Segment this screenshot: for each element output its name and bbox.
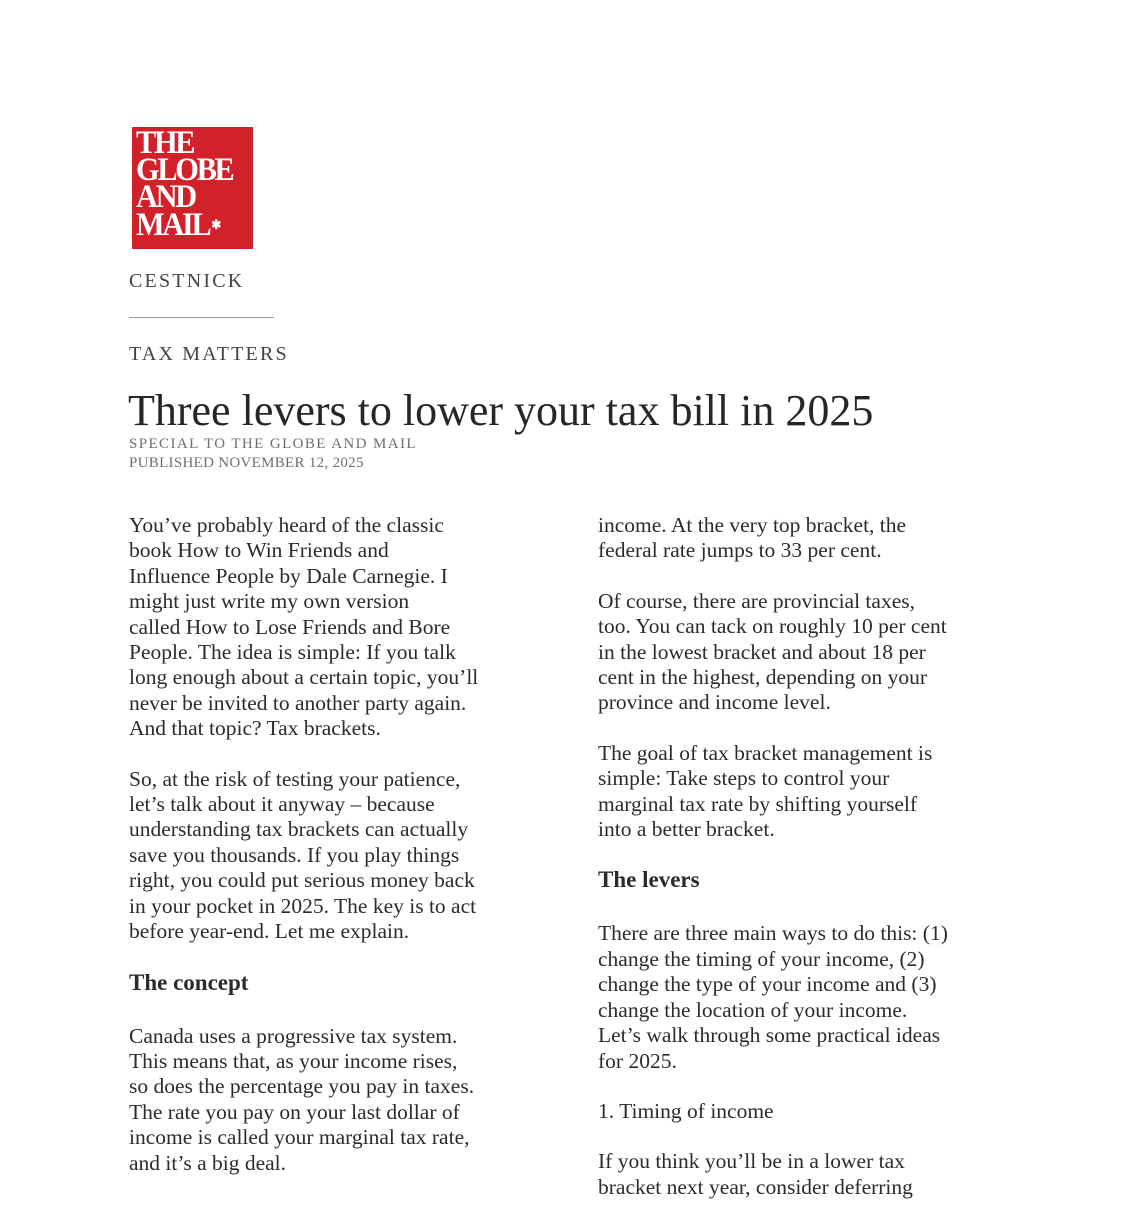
subheading-the-concept: The concept bbox=[129, 969, 249, 995]
text-line: save you thousands. If you play things bbox=[129, 842, 460, 867]
published-date: PUBLISHED NOVEMBER 12, 2025 bbox=[129, 455, 364, 471]
text-line: so does the percentage you pay in taxes. bbox=[129, 1074, 475, 1099]
article-column-left bbox=[129, 513, 539, 1201]
text-line: before year-end. Let me explain. bbox=[129, 919, 410, 944]
text-line: never be invited to another party again. bbox=[129, 690, 467, 715]
text-line: Let’s walk through some practical ideas bbox=[598, 1023, 941, 1048]
logo-line-1: THE bbox=[136, 127, 194, 161]
paragraph bbox=[129, 513, 539, 742]
text-line: change the timing of your income, (2) bbox=[598, 946, 925, 971]
paragraph bbox=[129, 1024, 539, 1176]
divider bbox=[129, 317, 274, 318]
text-line: The rate you pay on your last dollar of bbox=[129, 1099, 460, 1124]
logo-line-4-text: MAIL bbox=[136, 207, 210, 243]
text-line: and it’s a big deal. bbox=[129, 1150, 287, 1175]
text-line: in the lowest bracket and about 18 per bbox=[598, 639, 926, 664]
text-line: If you think you’ll be in a lower tax bbox=[598, 1149, 905, 1174]
text-line: province and income level. bbox=[598, 690, 831, 715]
text-line: change the location of your income. bbox=[598, 997, 908, 1022]
text-line: might just write my own version bbox=[129, 589, 410, 614]
text-line: This means that, as your income rises, bbox=[129, 1048, 458, 1073]
globe-and-mail-logo bbox=[132, 127, 253, 249]
paragraph bbox=[598, 921, 1008, 1073]
text-line: long enough about a certain topic, you’ll bbox=[129, 665, 479, 690]
text-line: Of course, there are provincial taxes, bbox=[598, 588, 915, 613]
text-line: called How to Lose Friends and Bore bbox=[129, 614, 451, 639]
text-line: simple: Take steps to control your bbox=[598, 766, 890, 791]
paragraph bbox=[598, 589, 1008, 716]
logo-line-4 bbox=[136, 207, 244, 243]
text-line: in your pocket in 2025. The key is to act bbox=[129, 893, 477, 918]
text-line: income is called your marginal tax rate, bbox=[129, 1125, 470, 1150]
text-line: book How to Win Friends and bbox=[129, 538, 389, 563]
text-line: understanding tax brackets can actually bbox=[129, 817, 469, 842]
text-line: into a better bracket. bbox=[598, 817, 775, 842]
text-line: People. The idea is simple: If you talk bbox=[129, 640, 456, 665]
article-column-right bbox=[598, 513, 1008, 1225]
text-line: Canada uses a progressive tax system. bbox=[129, 1023, 458, 1048]
text-line: There are three main ways to do this: (1) bbox=[598, 921, 948, 946]
text-line: for 2025. bbox=[598, 1048, 677, 1073]
text-line: change the type of your income and (3) bbox=[598, 972, 937, 997]
text-line: income. At the very top bracket, the bbox=[598, 513, 907, 537]
maple-leaf-icon: ✱ bbox=[211, 217, 222, 232]
text-line: let’s talk about it anyway – because bbox=[129, 792, 435, 817]
text-line: You’ve probably heard of the classic bbox=[129, 513, 444, 537]
paragraph bbox=[598, 1149, 1008, 1200]
credit-line: SPECIAL TO THE GLOBE AND MAIL bbox=[129, 436, 417, 452]
paragraph bbox=[129, 767, 539, 945]
paragraph bbox=[598, 513, 1008, 564]
paragraph bbox=[598, 1099, 1008, 1124]
logo-line-2: GLOBE bbox=[136, 152, 233, 188]
subheading-the-levers: The levers bbox=[598, 867, 700, 893]
section-label: TAX MATTERS bbox=[129, 343, 289, 365]
text-line: And that topic? Tax brackets. bbox=[129, 716, 381, 741]
text-line: Influence People by Dale Carnegie. I bbox=[129, 563, 448, 588]
text-line: too. You can tack on roughly 10 per cent bbox=[598, 614, 947, 639]
text-line: The goal of tax bracket management is bbox=[598, 740, 933, 765]
paragraph bbox=[598, 741, 1008, 843]
text-line: right, you could put serious money back bbox=[129, 868, 475, 893]
text-line: 1. Timing of income bbox=[598, 1098, 774, 1123]
text-line: federal rate jumps to 33 per cent. bbox=[598, 538, 882, 563]
text-line: bracket next year, consider deferring bbox=[598, 1174, 913, 1199]
text-line: So, at the risk of testing your patience, bbox=[129, 766, 461, 791]
article-headline: Three levers to lower your tax bill in 2025 bbox=[128, 386, 874, 435]
text-line: cent in the highest, depending on your bbox=[598, 665, 927, 690]
text-line: marginal tax rate by shifting yourself bbox=[598, 791, 918, 816]
columnist-name: CESTNICK bbox=[129, 270, 245, 292]
logo-line-3: AND bbox=[136, 179, 195, 215]
